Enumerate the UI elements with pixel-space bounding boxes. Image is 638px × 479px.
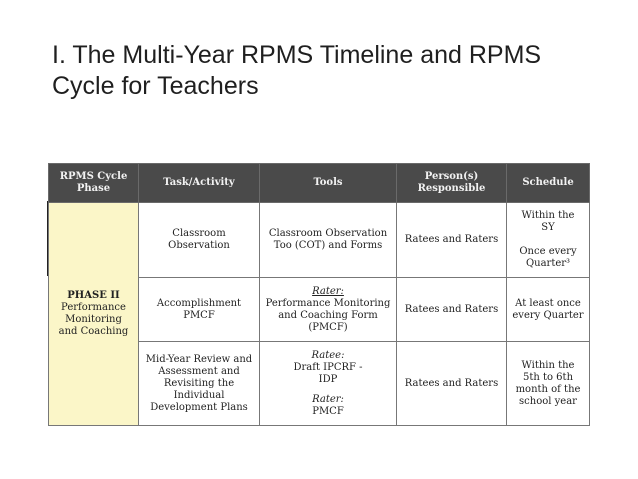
rpms-timeline-table: [48, 163, 590, 426]
schedule-cell: Within the 5th to 6th month of the school year: [507, 342, 590, 426]
persons-cell: Ratees and Raters: [397, 342, 507, 426]
tools-cell: Classroom Observation Too (COT) and Forms: [260, 203, 397, 278]
slide-title-line1: I. The Multi-Year RPMS Timeline and RPMS: [52, 41, 542, 69]
persons-cell: Ratees and Raters: [397, 203, 507, 278]
phase-cell: PHASE II Performance Monitoring and Coaching: [49, 203, 139, 426]
rpms-table-wrapper: [48, 163, 589, 426]
tools-cell: Rater: Performance Monitoring and Coaching Form (PMCF): [260, 278, 397, 342]
header-task: Task/Activity: [139, 164, 260, 203]
persons-cell: Ratees and Raters: [397, 278, 507, 342]
rater-label: Rater:: [312, 393, 344, 405]
slide-title-line2: Cycle for Teachers: [52, 72, 259, 100]
table-header-row: [49, 164, 590, 203]
rater-label: Rater:: [312, 285, 344, 297]
slide-title: [52, 40, 612, 102]
phase-title: PHASE II: [67, 290, 120, 301]
schedule-cell: At least once every Quarter: [507, 278, 590, 342]
task-cell: Classroom Observation: [139, 203, 260, 278]
tools-cell: Ratee: Draft IPCRF - IDP Rater: PMCF: [260, 342, 397, 426]
header-persons: Person(s) Responsible: [397, 164, 507, 203]
header-phase: RPMS Cycle Phase: [49, 164, 139, 203]
task-cell: Mid-Year Review and Assessment and Revisiting the Individual Development Plans: [139, 342, 260, 426]
task-cell: Accomplishment PMCF: [139, 278, 260, 342]
header-schedule: Schedule: [507, 164, 590, 203]
table-row: [49, 203, 590, 278]
schedule-cell: Within the SY Once every Quarter³: [507, 203, 590, 278]
ratee-label: Ratee:: [311, 349, 345, 361]
header-tools: Tools: [260, 164, 397, 203]
